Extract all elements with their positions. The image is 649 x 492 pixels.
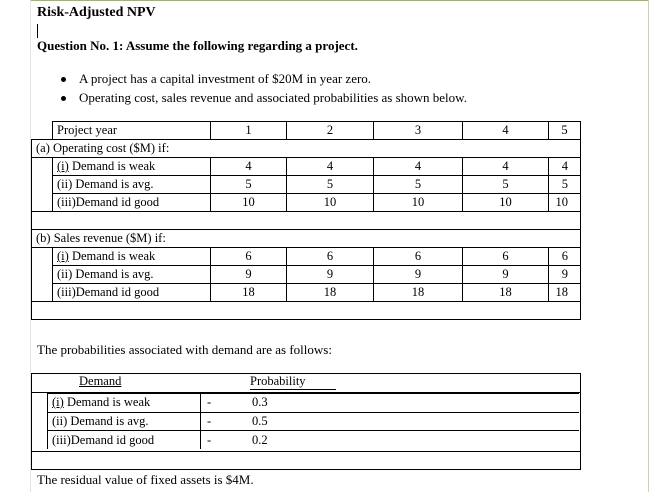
opcost-title: (a) Operating cost ($M) if: (32, 140, 581, 158)
value-cell: 18 (463, 284, 549, 302)
bullet-item-2: Operating cost, sales revenue and associated probabilities as shown below. (79, 90, 467, 105)
revenue-title-row (32, 230, 581, 248)
table-row (32, 266, 581, 284)
table-row (32, 194, 581, 212)
residual-value-note: The residual value of fixed assets is $4M. (37, 472, 254, 487)
blank-cell (32, 302, 581, 320)
prob-row-label: (ii) Demand is avg. (52, 414, 149, 428)
row-label: (i) Demand is weak (53, 248, 211, 266)
question-title: Question No. 1: Assume the following regarding a project. (37, 38, 358, 53)
value-cell: 5 (463, 176, 549, 194)
page-border (30, 0, 649, 1)
document-heading: Risk-Adjusted NPV (37, 5, 156, 20)
value-cell: 5 (549, 176, 581, 194)
year-cell: 5 (549, 122, 581, 140)
row-label: (ii) Demand is avg. (53, 266, 211, 284)
row-label: (ii) Demand is avg. (53, 176, 211, 194)
probability-intro: The probabilities associated with demand are as follows: (37, 342, 332, 357)
prob-row-label: (i) Demand is weak (52, 395, 151, 409)
prob-blank-row (31, 451, 581, 470)
prob-column-divider (200, 393, 201, 449)
opcost-title-row (32, 140, 581, 158)
value-cell: 5 (211, 176, 287, 194)
year-cell: 3 (374, 122, 463, 140)
value-cell: 18 (549, 284, 581, 302)
value-cell: 6 (287, 248, 374, 266)
table-row (32, 284, 581, 302)
prob-dash: - (207, 395, 212, 409)
value-cell: 9 (211, 266, 287, 284)
value-cell: 18 (287, 284, 374, 302)
blank-cell (32, 266, 53, 284)
value-cell: 9 (549, 266, 581, 284)
value-cell: 9 (463, 266, 549, 284)
header-row (32, 122, 581, 140)
probability-underline (250, 389, 336, 390)
bullet-item-1: A project has a capital investment of $20M in year zero. (79, 71, 372, 86)
bullet-dot (61, 77, 66, 82)
prob-dash: - (207, 433, 212, 447)
blank-cell (32, 284, 53, 302)
value-cell: 9 (287, 266, 374, 284)
year-cell: 4 (463, 122, 549, 140)
value-cell: 5 (374, 176, 463, 194)
year-cell: 1 (211, 122, 287, 140)
value-cell: 4 (374, 158, 463, 176)
value-cell: 6 (549, 248, 581, 266)
blank-row (32, 302, 581, 320)
row-label: (iii)Demand id good (53, 284, 211, 302)
value-cell: 6 (374, 248, 463, 266)
value-cell: 4 (549, 158, 581, 176)
revenue-title: (b) Sales revenue ($M) if: (32, 230, 581, 248)
value-cell: 4 (463, 158, 549, 176)
value-cell: 4 (211, 158, 287, 176)
blank-cell (32, 248, 53, 266)
value-cell: 10 (549, 194, 581, 212)
prob-value: 0.5 (252, 414, 268, 428)
blank-cell (32, 212, 581, 230)
prob-value: 0.2 (252, 433, 268, 447)
value-cell: 4 (287, 158, 374, 176)
value-cell: 10 (463, 194, 549, 212)
table-row (32, 158, 581, 176)
cost-revenue-table (31, 121, 581, 320)
value-cell: 10 (374, 194, 463, 212)
table-row (32, 248, 581, 266)
value-cell: 5 (287, 176, 374, 194)
blank-cell (32, 194, 53, 212)
value-cell: 10 (211, 194, 287, 212)
year-cell: 2 (287, 122, 374, 140)
value-cell: 10 (287, 194, 374, 212)
text-cursor (37, 24, 38, 38)
prob-value: 0.3 (252, 395, 268, 409)
year-label: Project year (53, 122, 211, 140)
value-cell: 6 (463, 248, 549, 266)
row-label: (iii)Demand id good (53, 194, 211, 212)
blank-cell (32, 176, 53, 194)
prob-row-label: (iii)Demand id good (52, 433, 155, 447)
blank-row (32, 212, 581, 230)
table-row (32, 176, 581, 194)
value-cell: 18 (374, 284, 463, 302)
value-cell: 6 (211, 248, 287, 266)
row-label: (i) Demand is weak (53, 158, 211, 176)
prob-dash: - (207, 414, 212, 428)
blank-cell (32, 122, 53, 140)
blank-cell (32, 158, 53, 176)
value-cell: 9 (374, 266, 463, 284)
probability-header: Probability (250, 374, 306, 388)
value-cell: 18 (211, 284, 287, 302)
demand-header: Demand (79, 374, 122, 388)
bullet-dot (61, 96, 66, 101)
